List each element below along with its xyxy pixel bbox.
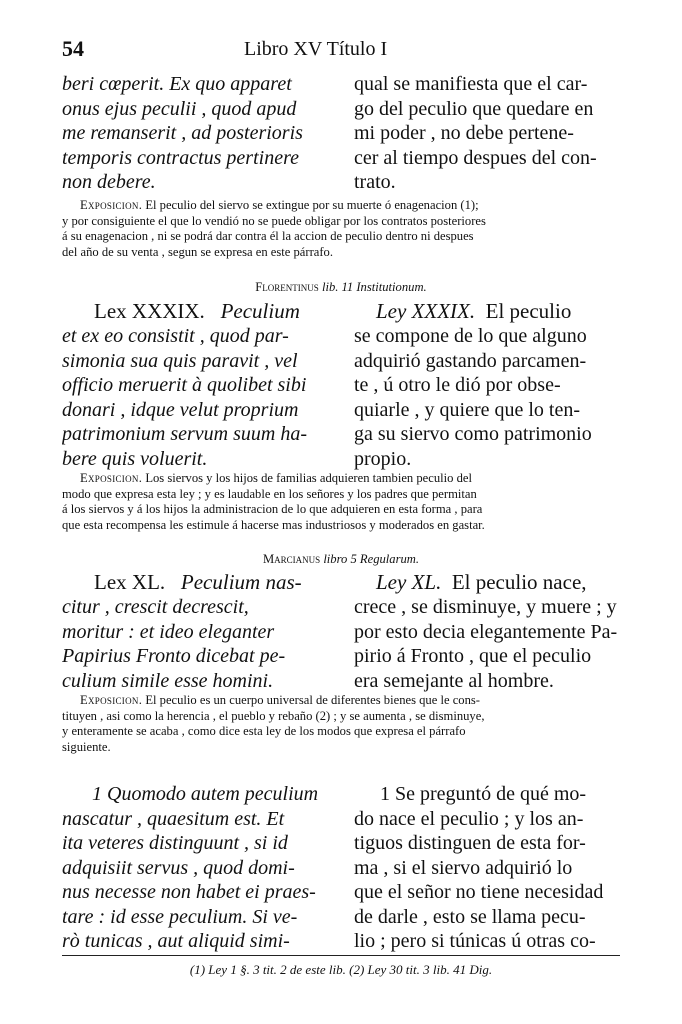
spanish-column	[354, 570, 618, 693]
ley-heading: Ley XXXIX.	[376, 299, 476, 323]
spanish-line: El peculio nace,	[451, 570, 587, 594]
source-heading-2	[62, 552, 620, 567]
spanish-column	[354, 72, 618, 195]
spanish-line: quiarle , y quiere que lo ten-	[354, 398, 581, 421]
latin-line: Papirius Fronto dicebat pe-	[62, 645, 286, 667]
exposition-label: Exposicion.	[80, 693, 143, 707]
exposition-line: El peculio es un cuerpo universal de diferentes bienes que le cons-	[145, 693, 480, 707]
exposition-3	[62, 693, 620, 755]
footnotes: (1) Ley 1 §. 3 tit. 2 de este lib. (2) Ley 30 tit. 3 lib. 41 Dig.	[189, 962, 493, 977]
exposition-line: y por consiguiente el que lo vendió no se puede obligar por los contratos posteriores	[62, 213, 486, 228]
latin-line: nascatur , quaesitum est. Et	[62, 807, 285, 830]
latin-line: 1 Quomodo autem peculium	[92, 783, 319, 805]
lex-heading: Lex XXXIX.	[94, 299, 205, 323]
spanish-column	[354, 299, 618, 471]
spanish-line: era semejante al hombre.	[354, 669, 554, 692]
latin-line: moritur : et ideo eleganter	[62, 620, 275, 643]
latin-line: et ex eo consistit , quod par-	[62, 325, 289, 347]
spanish-line: crece , se disminuye, y muere ; y	[354, 596, 617, 618]
latin-column	[62, 782, 344, 954]
exposition-line: del año de su venta , segun se expresa en este párrafo.	[62, 244, 334, 259]
exposition-line: modo que expresa esta ley ; y es laudable en los señores y los padres que permitan	[62, 486, 477, 501]
latin-line: Peculium	[220, 299, 300, 323]
latin-column	[62, 72, 344, 195]
spanish-line: El peculio	[485, 299, 572, 323]
spanish-line: go del peculio que quedare en	[354, 97, 594, 120]
running-head: Libro XV Título I	[244, 38, 388, 60]
spanish-line: 1 Se preguntó de qué mo-	[380, 783, 587, 805]
spanish-line: ma , si el siervo adquirió lo	[354, 856, 573, 879]
text-columns-1	[62, 72, 618, 195]
latin-line: simonia sua quis paravit , vel	[62, 349, 298, 372]
footnote-rule	[62, 955, 620, 956]
exposition-line: y enteramente se acaba , como dice esta ley de los modos que expresa el párrafo	[62, 724, 466, 739]
source-author: Florentinus	[255, 280, 319, 294]
exposition-line: siguiente.	[62, 739, 111, 754]
ley-heading: Ley XL.	[376, 570, 442, 594]
exposition-line: Los siervos y los hijos de familias adquieren tambien peculio del	[145, 471, 472, 485]
spanish-line: adquirió gastando parcamen-	[354, 349, 587, 372]
latin-column	[62, 570, 344, 693]
latin-line: Peculium nas-	[180, 570, 302, 594]
exposition-line: á los siervos y á los hijos la administracion de lo que adquieren en esta forma , para	[62, 502, 483, 517]
spanish-line: que el señor no tiene necesidad	[354, 881, 604, 903]
spanish-column	[354, 782, 618, 954]
exposition-label: Exposicion.	[80, 471, 143, 485]
spanish-line: pirio á Fronto , que el peculio	[354, 645, 592, 667]
latin-column	[62, 299, 344, 471]
source-heading-1	[62, 280, 620, 295]
spanish-line: qual se manifiesta que el car-	[354, 73, 588, 95]
latin-line: ita veteres distinguunt , si id	[62, 832, 288, 854]
spanish-line: lio ; pero si túnicas ú otras co-	[354, 930, 596, 952]
page-header	[62, 36, 616, 66]
page-number: 54	[62, 36, 84, 61]
spanish-line: por esto decia elegantemente Pa-	[354, 620, 618, 643]
exposition-line: tituyen , asi como la herencia , el pueblo y rebaño (2) ; y se aumenta , se disminuye,	[62, 708, 485, 723]
latin-line: me remanserit , ad posterioris	[62, 122, 303, 144]
exposition-line: El peculio del siervo se extingue por su muerte ó enagenacion (1);	[145, 198, 479, 212]
latin-line: onus ejus peculii , quod apud	[62, 97, 297, 120]
latin-line: citur , crescit decrescit,	[62, 596, 249, 618]
latin-line: beri cœperit. Ex quo apparet	[62, 73, 292, 95]
spanish-line: mi poder , no debe pertene-	[354, 122, 574, 144]
spanish-line: se compone de lo que alguno	[354, 325, 587, 347]
spanish-line: te , ú otro le dió por obse-	[354, 374, 561, 396]
source-work: lib. 11 Institutionum.	[321, 280, 427, 294]
latin-line: donari , idque velut proprium	[62, 398, 299, 421]
lex-heading: Lex XL.	[94, 570, 166, 594]
exposition-line: que esta recompensa les estimule á hacerse mas industriosos y moderados en gastar.	[62, 517, 485, 532]
exposition-2	[62, 471, 620, 533]
text-columns-lex-39	[62, 299, 618, 471]
spanish-line: ga su siervo como patrimonio	[354, 423, 592, 445]
spanish-line: de darle , esto se llama pecu-	[354, 905, 586, 928]
spanish-line: propio.	[354, 447, 412, 470]
latin-line: rò tunicas , aut aliquid simi-	[62, 930, 290, 952]
text-columns-para-1	[62, 782, 618, 954]
source-work: libro 5 Regularum.	[323, 552, 420, 566]
latin-line: culium simile esse homini.	[62, 669, 274, 692]
latin-line: temporis contractus pertinere	[62, 146, 300, 169]
spanish-line: cer al tiempo despues del con-	[354, 146, 597, 169]
latin-line: adquisiit servus , quod domi-	[62, 856, 295, 879]
spanish-line: trato.	[354, 171, 396, 193]
exposition-label: Exposicion.	[80, 198, 143, 212]
latin-line: officio meruerit à quolibet sibi	[62, 374, 307, 396]
spanish-line: do nace el peculio ; y los an-	[354, 807, 584, 830]
exposition-1	[62, 198, 620, 260]
latin-line: patrimonium servum suum ha-	[62, 423, 307, 445]
latin-line: non debere.	[62, 171, 156, 193]
text-columns-lex-40	[62, 570, 618, 693]
latin-line: nus necesse non habet ei praes-	[62, 881, 316, 903]
source-author: Marcianus	[262, 552, 321, 566]
latin-line: tare : id esse peculium. Si ve-	[62, 905, 298, 928]
spanish-line: tiguos distinguen de esta for-	[354, 832, 586, 854]
exposition-line: á su enagenacion , ni se podrá dar contra él la accion de peculio dentro ni despues	[62, 229, 474, 244]
latin-line: bere quis voluerit.	[62, 447, 208, 470]
